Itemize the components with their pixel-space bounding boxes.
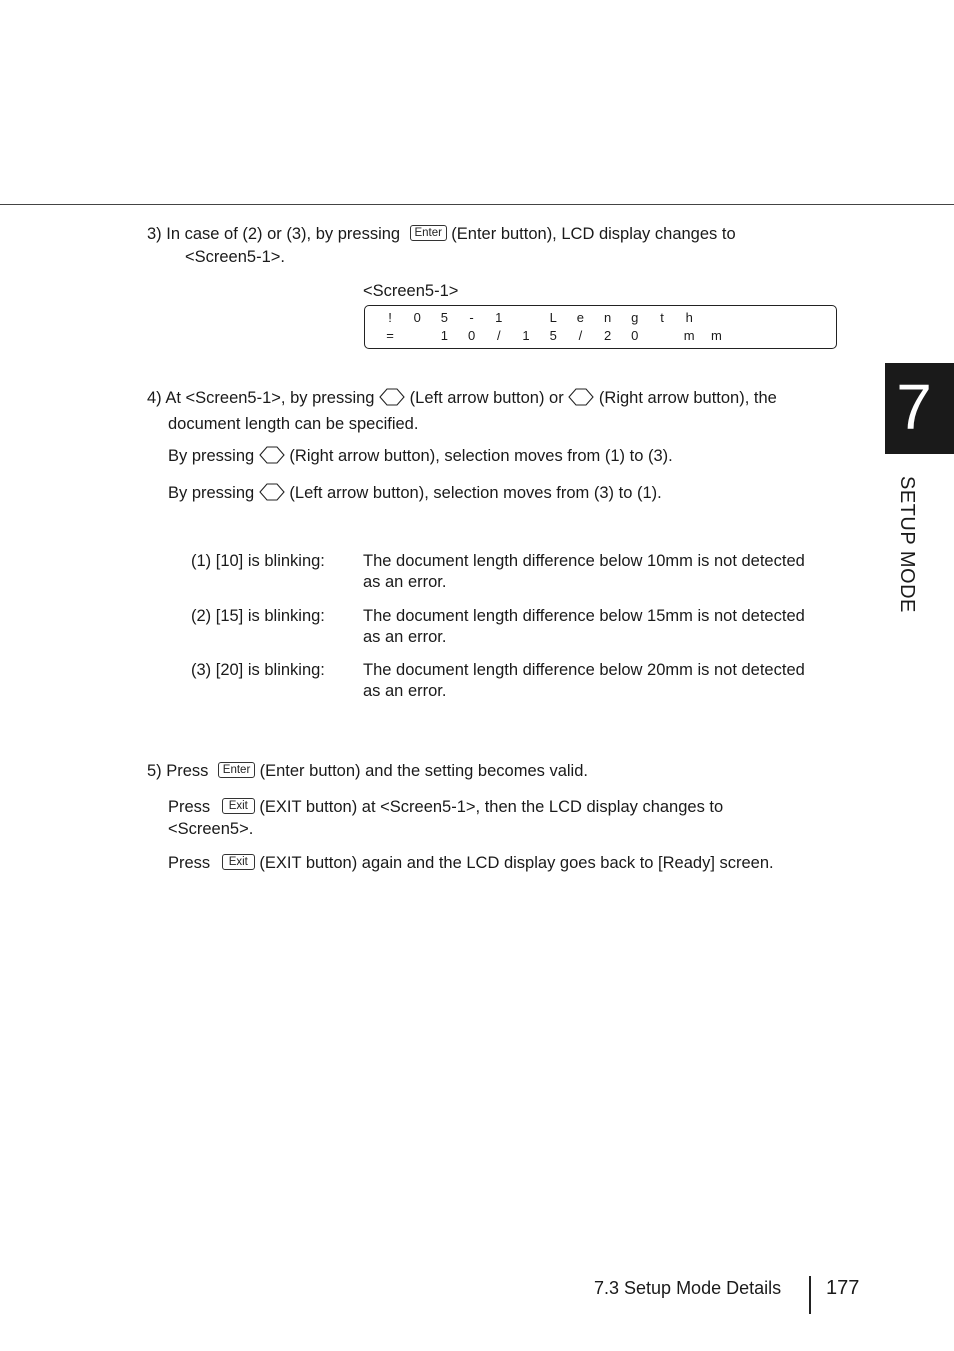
step4-line2: document length can be specified. (168, 415, 419, 433)
chapter-tab (885, 363, 954, 454)
lcd-char: 1 (522, 328, 530, 343)
step5-line1 (147, 760, 588, 782)
screen-label: <Screen5-1> (363, 282, 459, 300)
lcd-char: 5 (440, 310, 448, 325)
instruction-text: By pressing (168, 447, 255, 465)
step5-text: 5) Press (147, 762, 209, 780)
step5-text: (EXIT button) again and the LCD display goes back to [Ready] screen. (259, 854, 774, 872)
step5-text: Press (168, 854, 211, 872)
right-arrow-instruction (168, 445, 673, 467)
enter-key-icon: Enter (218, 762, 255, 778)
step3-line1 (147, 223, 736, 245)
lcd-char: m (710, 328, 722, 343)
lcd-char: / (496, 328, 501, 343)
option-desc-3: The document length difference below 20mm is not detected (363, 661, 805, 679)
left-arrow-icon (259, 482, 285, 502)
footer-separator (809, 1276, 811, 1314)
footer-section: 7.3 Setup Mode Details (594, 1278, 782, 1298)
step4-text: (Right arrow button), the (598, 389, 777, 407)
lcd-char: = (386, 328, 394, 343)
lcd-char: 1 (440, 328, 448, 343)
step5-text: (EXIT button) at <Screen5-1>, then the LCD display changes to (259, 798, 724, 816)
step4-line1 (147, 387, 777, 409)
lcd-char: 1 (495, 310, 503, 325)
lcd-char: 0 (413, 310, 421, 325)
lcd-char: L (549, 310, 557, 325)
option-label-2: (2) [15] is blinking: (191, 607, 325, 625)
instruction-text: By pressing (168, 484, 255, 502)
lcd-char: / (578, 328, 583, 343)
step4-text: (Left arrow button) or (409, 389, 564, 407)
lcd-char: 2 (603, 328, 612, 343)
exit-instruction-1 (168, 796, 723, 818)
instruction-text: (Left arrow button), selection moves from (3) to (1). (289, 484, 662, 502)
lcd-char: 0 (631, 328, 639, 343)
step3-text: 3) In case of (2) or (3), by pressing (147, 225, 401, 243)
chapter-number: 7 (896, 371, 932, 443)
lcd-char: ! (388, 310, 392, 325)
lcd-char: e (576, 310, 584, 325)
lcd-char: 0 (467, 328, 476, 343)
exit-instruction-2 (168, 852, 774, 874)
option-desc-1: The document length difference below 10mm is not detected (363, 552, 805, 570)
right-arrow-icon (259, 445, 285, 465)
instruction-text: (Right arrow button), selection moves from (1) to (3). (289, 447, 673, 465)
exit-key-icon: Exit (222, 798, 255, 814)
option-desc-2b: as an error. (363, 628, 447, 646)
page-number: 177 (826, 1277, 860, 1299)
left-arrow-instruction (168, 482, 662, 504)
exit-key-icon: Exit (222, 854, 255, 870)
chapter-side-label: SETUP MODE (896, 476, 918, 613)
step5-text: Press (168, 798, 211, 816)
lcd-display (364, 305, 837, 349)
lcd-char: n (603, 310, 612, 325)
enter-key-icon: Enter (410, 225, 447, 241)
lcd-char: m (683, 328, 695, 343)
left-arrow-icon (379, 387, 405, 407)
step4-text: 4) At <Screen5-1>, by pressing (147, 389, 375, 407)
lcd-char: t (660, 310, 664, 325)
exit-instruction-1b: <Screen5>. (168, 820, 254, 838)
step3-line2: <Screen5-1>. (185, 248, 285, 266)
lcd-char: h (685, 310, 693, 325)
step3-text: (Enter button), LCD display changes to (451, 225, 736, 243)
lcd-char: 5 (549, 328, 557, 343)
lcd-char: g (631, 310, 639, 325)
option-label-3: (3) [20] is blinking: (191, 661, 325, 679)
header-rule (0, 204, 954, 205)
option-desc-1b: as an error. (363, 573, 447, 591)
lcd-char: - (469, 310, 474, 325)
option-label-1: (1) [10] is blinking: (191, 552, 325, 570)
option-desc-3b: as an error. (363, 682, 447, 700)
option-desc-2: The document length difference below 15mm is not detected (363, 607, 805, 625)
right-arrow-icon (568, 387, 594, 407)
step5-text: (Enter button) and the setting becomes valid. (259, 762, 588, 780)
